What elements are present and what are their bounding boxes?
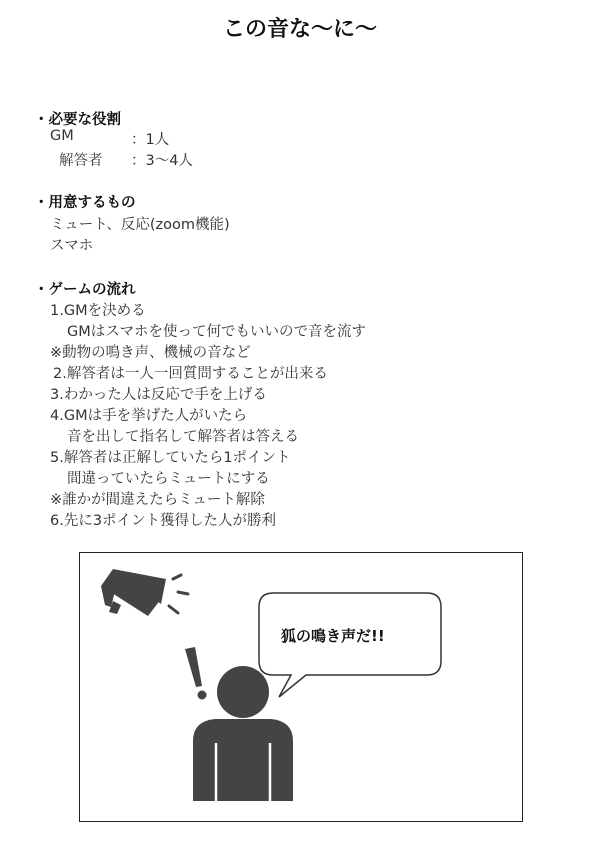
roles-heading: ・必要な役割	[34, 112, 121, 128]
flow-line: ※動物の鳴き声、機械の音など	[50, 345, 251, 361]
gm-label: GM	[50, 128, 74, 144]
flow-line: 4.GMは手を挙げた人がいたら	[50, 408, 248, 424]
flow-line: 音を出して指名して解答者は答える	[67, 429, 299, 445]
items-line: スマホ	[50, 238, 94, 254]
illustration-svg	[80, 553, 524, 823]
flow-line: 2.解答者は一人一回質問することが出来る	[53, 366, 328, 382]
exclamation-icon	[185, 647, 207, 700]
page-title: この音な〜に〜	[222, 17, 377, 42]
flow-line: GMはスマホを使って何でもいいので音を流す	[67, 324, 366, 340]
gm-value: ：1人	[131, 132, 170, 148]
flow-line: 1.GMを決める	[50, 303, 146, 319]
flow-heading: ・ゲームの流れ	[34, 282, 136, 298]
items-line: ミュート、反応(zoom機能)	[50, 217, 230, 233]
flow-line: ※誰かが間違えたらミュート解除	[50, 492, 265, 508]
speech-text: 狐の鳴き声だ!!	[281, 627, 385, 645]
answerer-label: 解答者	[59, 153, 103, 169]
megaphone-icon	[101, 569, 188, 616]
flow-line: 6.先に3ポイント獲得した人が勝利	[50, 513, 277, 529]
person-icon	[193, 666, 293, 801]
flow-line: 間違っていたらミュートにする	[67, 471, 270, 487]
items-heading: ・用意するもの	[34, 195, 136, 211]
answerer-value: ：3〜4人	[131, 153, 193, 169]
illustration-frame	[79, 552, 523, 822]
flow-line: 5.解答者は正解していたら1ポイント	[50, 450, 291, 466]
flow-line: 3.わかった人は反応で手を上げる	[50, 387, 267, 403]
